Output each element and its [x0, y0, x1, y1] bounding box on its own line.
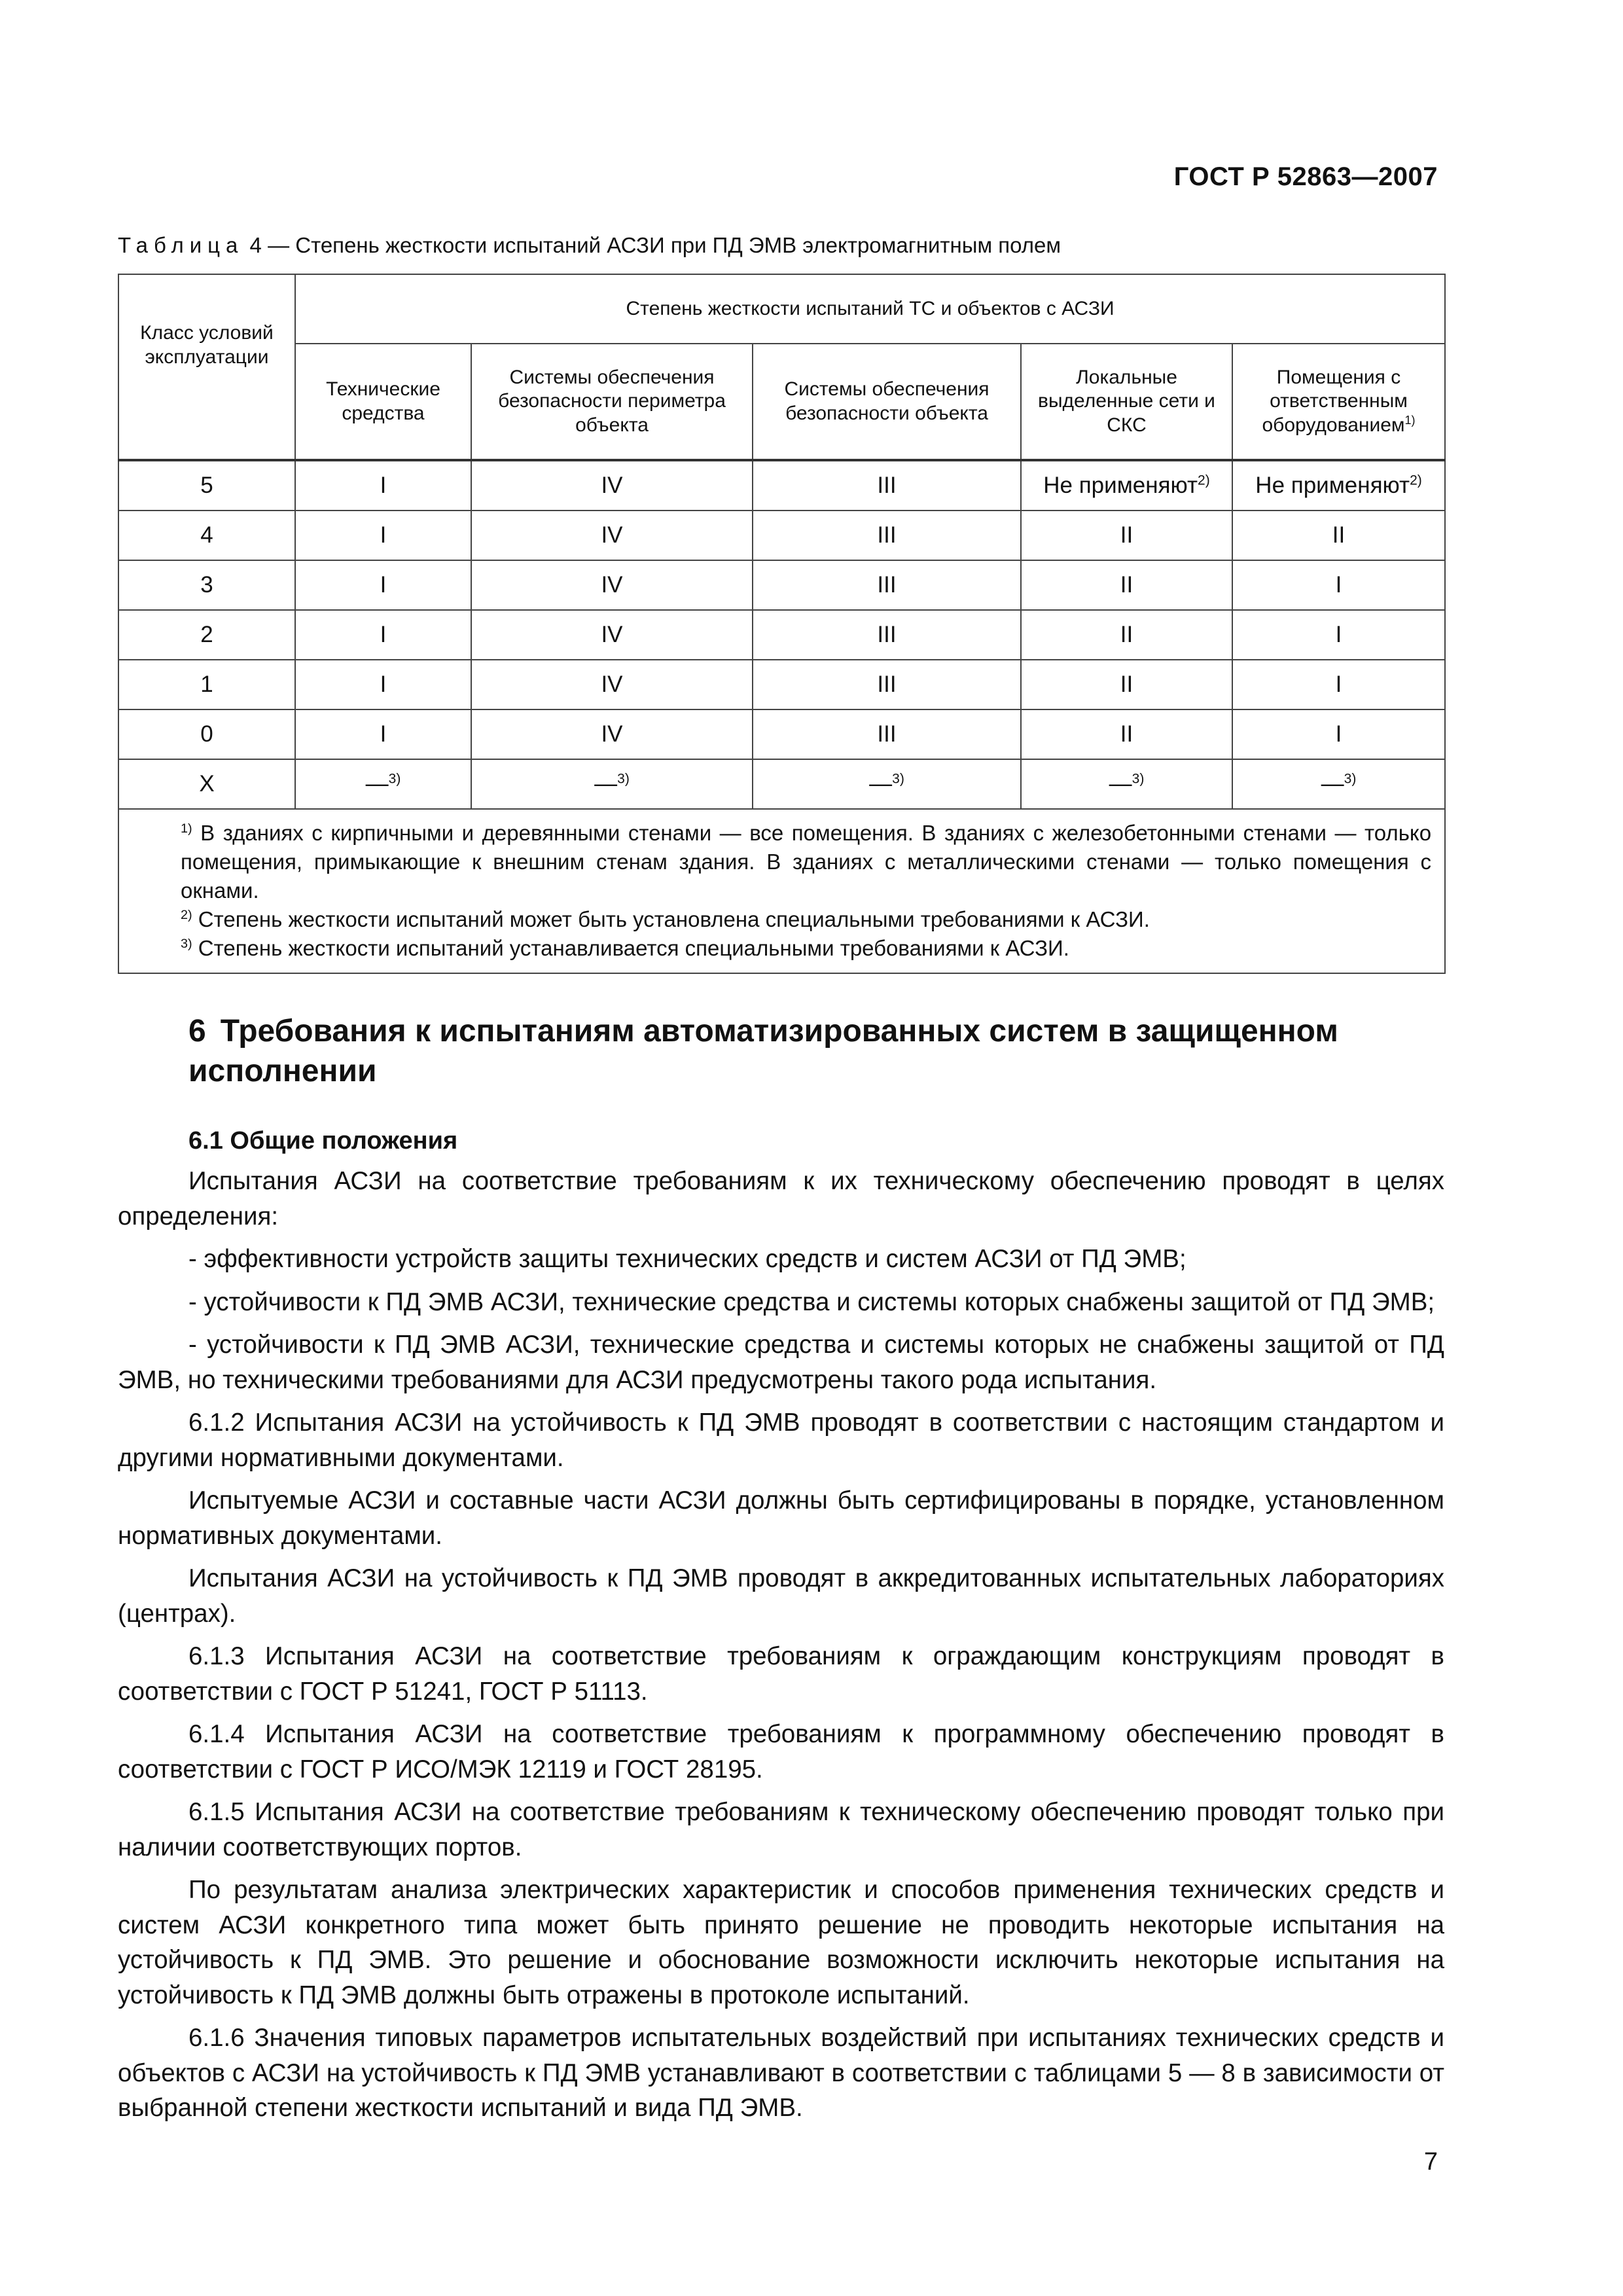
footnote-ref: 2)	[1410, 473, 1422, 488]
footnote-ref: 3)	[617, 771, 630, 786]
cell-value: I	[1232, 660, 1445, 709]
table-row	[118, 511, 1445, 560]
footnote-ref: 1)	[1404, 413, 1416, 427]
header-perimeter-security: Системы обеспечения безопасности периметра объекта	[471, 344, 753, 460]
header-technical-means: Технические средства	[295, 344, 471, 460]
cell-value: III	[753, 560, 1021, 610]
paragraph: 6.1.3 Испытания АСЗИ на соответствие требованиям к ограждающим конструкциям проводят в соответствии с ГОСТ Р 51241, ГОСТ Р 51113.	[118, 1642, 1444, 1706]
table-caption-text: 4 — Степень жесткости испытаний АСЗИ при ПД ЭМВ электромагнитным полем	[243, 233, 1061, 257]
dash-text: —	[1321, 770, 1344, 797]
cell-value: I	[1232, 610, 1445, 660]
cell-value: II	[1021, 709, 1232, 759]
body-text	[118, 1164, 1444, 2126]
header-local-networks: Локальные выделенные сети и СКС	[1021, 344, 1232, 460]
cell-value: I	[1232, 560, 1445, 610]
table-4	[118, 274, 1446, 974]
section-title-text: Требования к испытаниям автоматизированных систем в защищенном исполнении	[188, 1014, 1338, 1089]
footnote-text: В зданиях с кирпичными и деревянными стенами — все помещения. В зданиях с железобетонными стенами — только помещения, примыкающие к внешним стенам здания. В зданиях с металлическими стенами — только помещения с окнами.	[181, 821, 1432, 903]
dash-text: —	[1109, 770, 1132, 797]
cell-dash	[753, 759, 1021, 809]
paragraph: - устойчивости к ПД ЭМВ АСЗИ, технические средства и системы которых не снабжены защитой от ПД ЭМВ, но техническими требованиями для АСЗИ предусмотрены такого рода испытания.	[118, 1331, 1444, 1394]
footnote-text: Степень жесткости испытаний устанавливается специальными требованиями к АСЗИ.	[192, 935, 1069, 960]
table-row	[118, 709, 1445, 759]
table-row	[118, 560, 1445, 610]
footnote-ref: 2)	[1198, 473, 1210, 488]
cell-value: I	[295, 560, 471, 610]
paragraph: 6.1.2 Испытания АСЗИ на устойчивость к ПД ЭМВ проводят в соответствии с настоящим стандартом и другими нормативными документами.	[118, 1408, 1444, 1472]
cell-value: IV	[471, 709, 753, 759]
subsection-heading: 6.1 Общие положения	[188, 1127, 458, 1155]
header-premises	[1232, 344, 1445, 460]
paragraph: Испытания АСЗИ на устойчивость к ПД ЭМВ проводят в аккредитованных испытательных лабораториях (центрах).	[118, 1564, 1444, 1628]
header-group-severity: Степень жесткости испытаний ТС и объектов с АСЗИ	[295, 274, 1445, 344]
cell-value: III	[753, 709, 1021, 759]
cell-value: IV	[471, 511, 753, 560]
section-number: 6	[188, 1014, 206, 1049]
cell-value: III	[753, 660, 1021, 709]
cell-dash	[471, 759, 753, 809]
dash-text: —	[869, 770, 893, 797]
cell-class: 5	[118, 460, 295, 511]
footnote-ref: 3)	[388, 771, 401, 786]
cell-value: I	[295, 709, 471, 759]
cell-value: IV	[471, 560, 753, 610]
paragraph: Испытания АСЗИ на соответствие требованиям к их техническому обеспечению проводят в целях определения:	[118, 1167, 1444, 1230]
cell-value	[1021, 460, 1232, 511]
table-row	[118, 610, 1445, 660]
header-object-security: Системы обеспечения безопасности объекта	[753, 344, 1021, 460]
cell-value	[1232, 460, 1445, 511]
paragraph: - устойчивости к ПД ЭМВ АСЗИ, технические средства и системы которых снабжены защитой от ПД ЭМВ;	[188, 1287, 1435, 1316]
paragraph: 6.1.5 Испытания АСЗИ на соответствие требованиям к техническому обеспечению проводят только при наличии соответствующих портов.	[118, 1798, 1444, 1861]
paragraph: - эффективности устройств защиты технических средств и систем АСЗИ от ПД ЭМВ;	[188, 1245, 1186, 1273]
cell-dash	[1232, 759, 1445, 809]
cell-value: II	[1021, 660, 1232, 709]
page-number: 7	[1423, 2148, 1438, 2176]
footnote-1	[127, 819, 1431, 905]
cell-dash	[295, 759, 471, 809]
cell-value: I	[295, 460, 471, 511]
cell-class: X	[118, 759, 295, 809]
section-heading	[188, 1011, 1432, 1092]
cell-value: IV	[471, 660, 753, 709]
paragraph: Испытуемые АСЗИ и составные части АСЗИ должны быть сертифицированы в порядке, установленном нормативных документами.	[118, 1486, 1444, 1550]
cell-value: I	[295, 610, 471, 660]
table-row	[118, 759, 1445, 809]
document-code-header: ГОСТ Р 52863—2007	[1173, 162, 1438, 191]
table-caption-word: Таблица	[118, 233, 244, 257]
footnote-marker: 3)	[181, 936, 192, 951]
cell-value: I	[295, 511, 471, 560]
cell-dash	[1021, 759, 1232, 809]
dash-text: —	[594, 770, 618, 797]
cell-class: 4	[118, 511, 295, 560]
footnote-ref: 3)	[892, 771, 904, 786]
cell-value: II	[1021, 511, 1232, 560]
cell-value: IV	[471, 460, 753, 511]
cell-class: 2	[118, 610, 295, 660]
cell-value: II	[1232, 511, 1445, 560]
table-notes-row	[118, 809, 1445, 973]
cell-text: Не применяют	[1255, 472, 1410, 498]
cell-value: I	[295, 660, 471, 709]
paragraph: 6.1.6 Значения типовых параметров испытательных воздействий при испытаниях технических средств и объектов с АСЗИ на устойчивость к ПД ЭМВ устанавливают в соответствии с таблицами 5 — 8 в зависимости от выбранной степени жесткости испытаний и вида ПД ЭМВ.	[118, 2024, 1444, 2122]
cell-value: III	[753, 610, 1021, 660]
paragraph: По результатам анализа электрических характеристик и способов применения технических средств и систем АСЗИ конкретного типа может быть принято решение не проводить некоторые испытания на устойчивость к ПД ЭМВ. Это решение и обоснование возможности исключить некоторые испытания на устойчивость к ПД ЭМВ должны быть отражены в протоколе испытаний.	[118, 1876, 1444, 2009]
cell-class: 0	[118, 709, 295, 759]
table-row	[118, 460, 1445, 511]
cell-value: IV	[471, 610, 753, 660]
footnote-ref: 3)	[1344, 771, 1357, 786]
footnote-2	[127, 905, 1431, 934]
cell-value: I	[1232, 709, 1445, 759]
header-premises-text: Помещения с ответственным оборудованием	[1262, 366, 1408, 436]
cell-class: 1	[118, 660, 295, 709]
cell-class: 3	[118, 560, 295, 610]
dash-text: —	[365, 770, 389, 797]
cell-value: II	[1021, 610, 1232, 660]
footnote-marker: 1)	[181, 821, 192, 836]
footnote-marker: 2)	[181, 907, 192, 922]
table-caption	[118, 233, 1061, 258]
table-row	[118, 660, 1445, 709]
table-notes	[118, 809, 1445, 973]
cell-value: III	[753, 460, 1021, 511]
cell-value: III	[753, 511, 1021, 560]
footnote-3	[127, 934, 1431, 963]
footnote-text: Степень жесткости испытаний может быть установлена специальными требованиями к АСЗИ.	[192, 906, 1150, 931]
cell-value: II	[1021, 560, 1232, 610]
header-class-conditions: Класс условий эксплуатации	[118, 274, 295, 460]
cell-text: Не применяют	[1043, 472, 1198, 498]
paragraph: 6.1.4 Испытания АСЗИ на соответствие требованиям к программному обеспечению проводят в соответствии с ГОСТ Р ИСО/МЭК 12119 и ГОСТ 28195.	[118, 1720, 1444, 1784]
footnote-ref: 3)	[1132, 771, 1145, 786]
